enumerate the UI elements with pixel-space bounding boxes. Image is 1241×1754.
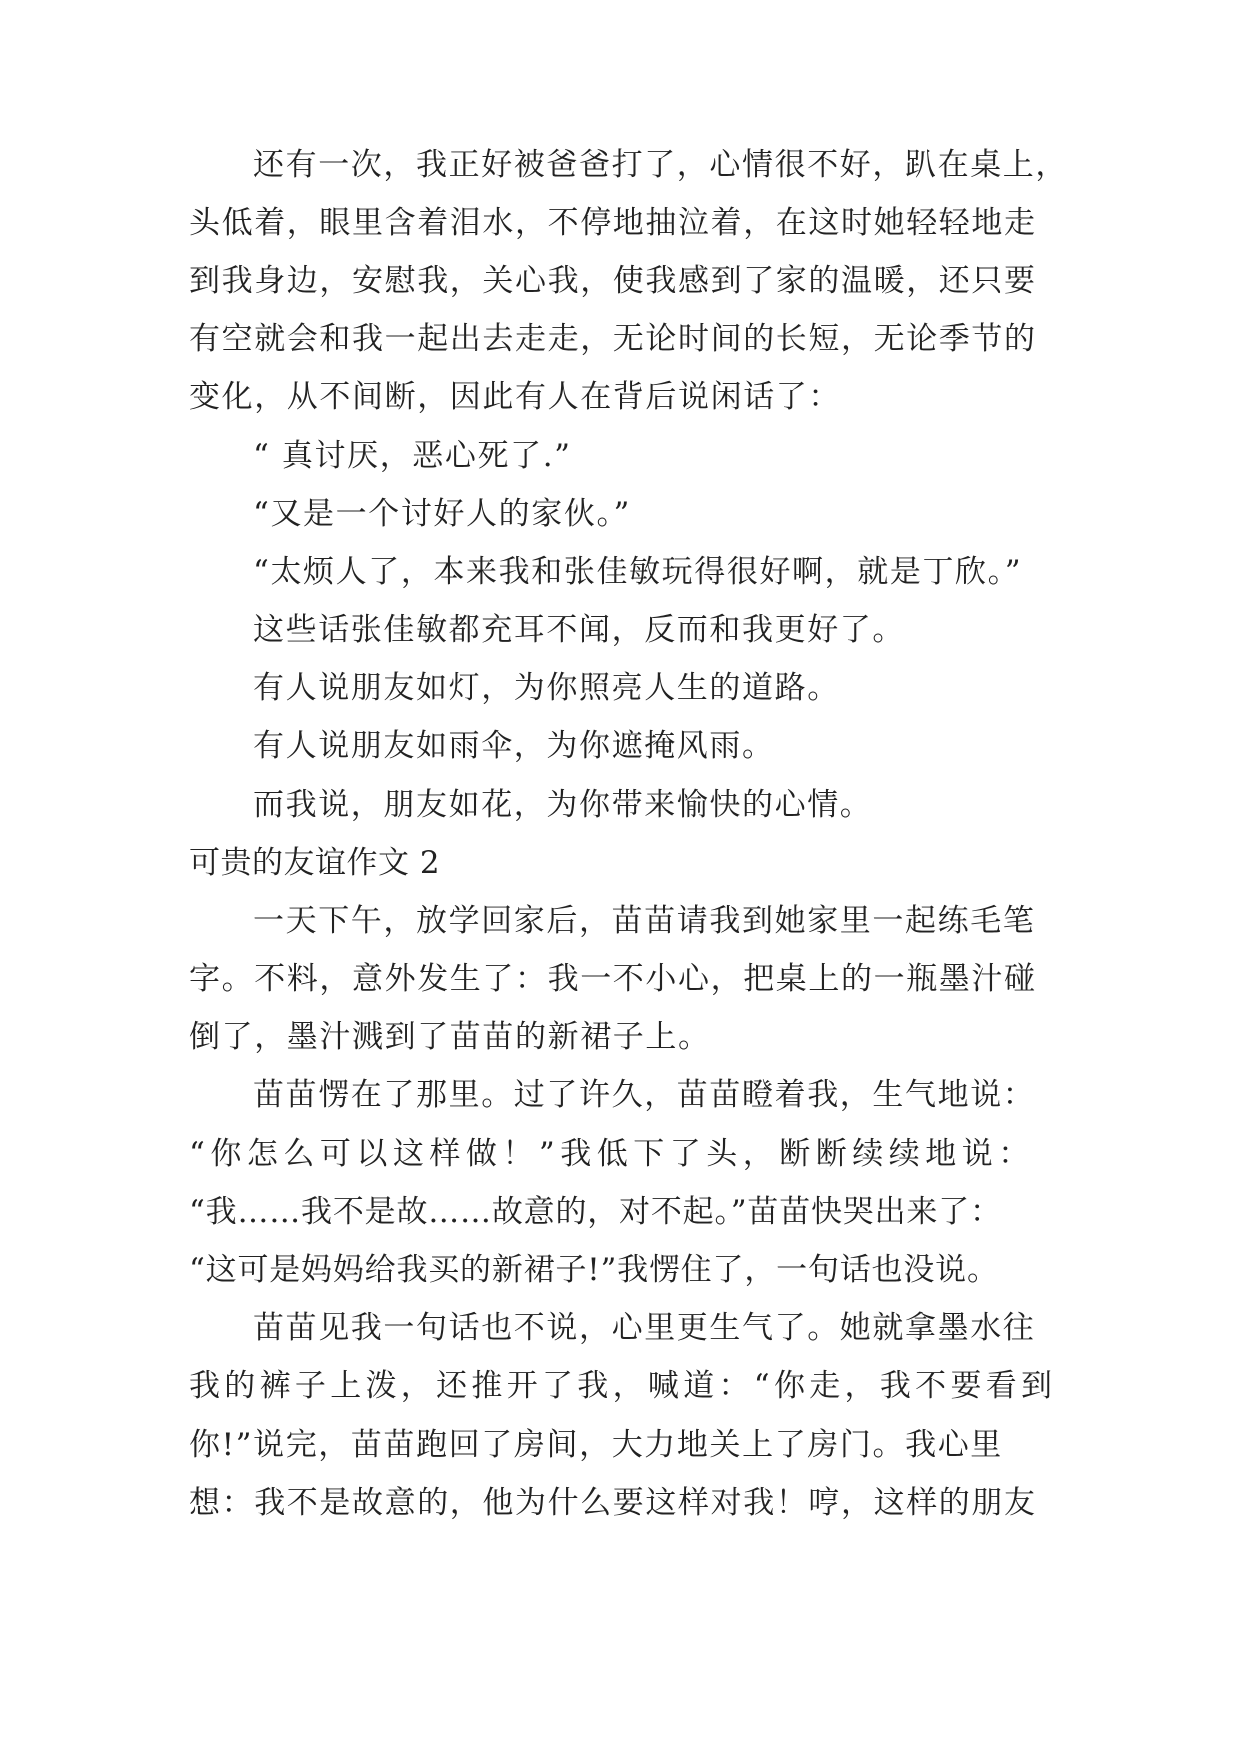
quote-line: “ 真讨厌，恶心死了.” — [253, 438, 572, 474]
paragraph-line: 一天下午，放学回家后，苗苗请我到她家里一起练毛笔 — [253, 903, 1036, 939]
paragraph-line: “这可是妈妈给我买的新裙子!”我愣住了，一句话也没说。 — [189, 1252, 999, 1288]
paragraph-line: 还有一次，我正好被爸爸打了，心情很不好，趴在桌上， — [253, 147, 1068, 183]
paragraph-line: “你怎么可以这样做！”我低下了头，断断续续地说： — [189, 1136, 1035, 1172]
paragraph-line: 苗苗愣在了那里。过了许久，苗苗瞪着我，生气地说： — [253, 1077, 1036, 1113]
paragraph-line: 苗苗见我一句话也不说，心里更生气了。她就拿墨水往 — [253, 1310, 1036, 1346]
paragraph-line: 字。不料，意外发生了：我一不小心，把桌上的一瓶墨汁碰 — [189, 961, 1037, 997]
paragraph-line: 变化，从不间断，因此有人在背后说闲话了： — [189, 379, 841, 415]
paragraph-line: 头低着，眼里含着泪水，不停地抽泣着，在这时她轻轻地走 — [189, 205, 1037, 241]
paragraph-line: “我……我不是故……故意的，对不起。”苗苗快哭出来了： — [189, 1194, 1002, 1230]
paragraph-line: 有人说朋友如雨伞，为你遮掩风雨。 — [253, 728, 775, 764]
quote-line: “又是一个讨好人的家伙。” — [253, 496, 631, 532]
paragraph-line: 有空就会和我一起出去走走，无论时间的长短，无论季节的 — [189, 321, 1037, 357]
paragraph-line: 你!”说完，苗苗跑回了房间，大力地关上了房门。我心里 — [189, 1427, 1003, 1463]
paragraph-line: 到我身边，安慰我，关心我，使我感到了家的温暖，还只要 — [189, 263, 1037, 299]
paragraph-line: 有人说朋友如灯，为你照亮人生的道路。 — [253, 670, 840, 706]
paragraph-line: 倒了，墨汁溅到了苗苗的新裙子上。 — [189, 1019, 711, 1055]
paragraph-line: 我的裤子上泼，还推开了我，喊道：“你走，我不要看到 — [189, 1368, 1057, 1404]
quote-line: “太烦人了，本来我和张佳敏玩得很好啊，就是丁欣。” — [253, 554, 1023, 590]
paragraph-line: 这些话张佳敏都充耳不闻，反而和我更好了。 — [253, 612, 905, 648]
paragraph-line: 而我说，朋友如花，为你带来愉快的心情。 — [253, 787, 873, 823]
section-heading: 可贵的友谊作文 2 — [189, 845, 441, 881]
paragraph-line: 想：我不是故意的，他为什么要这样对我！哼，这样的朋友 — [189, 1485, 1037, 1521]
